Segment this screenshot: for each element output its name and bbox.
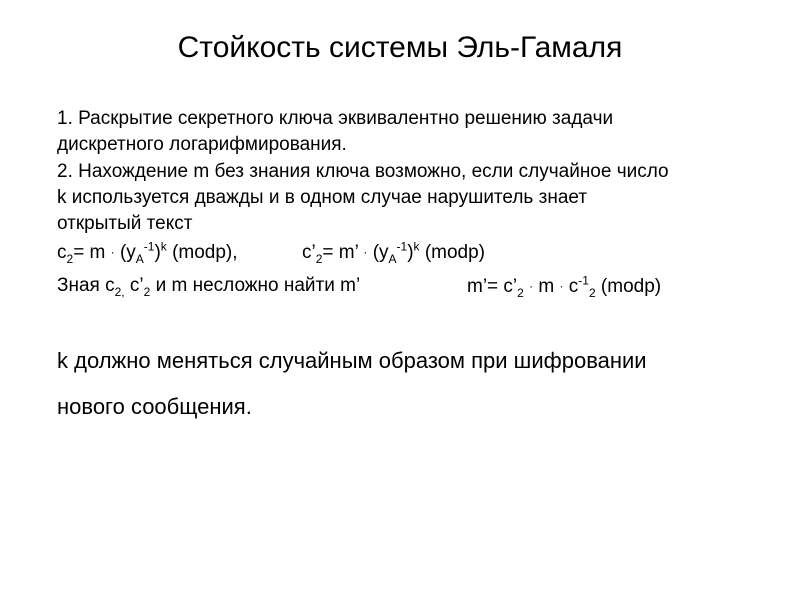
formula-c2-close: ) — [154, 242, 161, 263]
formula-c2-prime-close: ) — [407, 242, 414, 263]
point-1-line-2: дискретного логарифмирования. — [57, 134, 347, 155]
formula-m-prime-subscript-b: 2 — [588, 285, 596, 300]
formula-m-prime-c: c — [563, 276, 579, 297]
formula-c2-prime-exponent-k: k — [413, 239, 420, 254]
formula-knowing-subscript-1: 2, — [114, 284, 125, 299]
formula-c2-prime-symbol: c’ — [302, 242, 316, 263]
formula-knowing-tail: и m несложно найти m’ — [150, 275, 361, 296]
formula-knowing-subscript-2: 2 — [143, 284, 151, 299]
formula-c2-equals-m: = m — [73, 242, 106, 263]
formula-c2-y-open: (y — [119, 242, 136, 263]
formula-m-prime-mod: (modp) — [595, 276, 662, 297]
formula-c2-prime — [302, 239, 485, 266]
slide-title: Стойкость системы Эль-Гамаля — [177, 31, 623, 64]
formula-c2-mod: (modp), — [166, 242, 238, 263]
formula-c2-prime-subscript: 2 — [315, 251, 323, 266]
formula-knowing — [57, 273, 360, 299]
multiply-dot-3: · — [529, 279, 534, 293]
multiply-dot-4: · — [559, 279, 564, 293]
point-1-line-1: 1. Раскрытие секретного ключа эквивалентно решению задачи — [57, 108, 614, 129]
point-2-line-1: 2. Нахождение m без знания ключа возможно, если случайное число — [57, 161, 669, 182]
formula-c2-subscript-a: A — [135, 251, 144, 266]
formula-c2-exponent-minus-one: -1 — [143, 239, 155, 254]
formula-c2-symbol: c — [57, 242, 67, 263]
multiply-dot-2: · — [363, 245, 368, 259]
formula-c2-exponent-k: k — [160, 239, 167, 254]
conclusion-line-2: нового сообщения. — [57, 394, 252, 419]
formula-knowing-lead: Зная c — [57, 275, 115, 296]
formula-c2-prime-subscript-a: A — [388, 251, 397, 266]
formula-c2-prime-mod: (modp) — [419, 242, 486, 263]
formula-c2-prime-equals-m: = m’ — [322, 242, 359, 263]
formula-m-prime — [467, 273, 661, 300]
formula-m-prime-exponent: -1 — [578, 273, 589, 288]
point-2-line-2: k используется дважды и в одном случае нарушитель знает — [57, 187, 588, 208]
formula-c2-prime-y-open: (y — [372, 242, 389, 263]
point-2-line-3: открытый текст — [57, 213, 193, 234]
multiply-dot-1: · — [110, 245, 115, 259]
formula-knowing-c2-prime: c’ — [124, 275, 144, 296]
formula-m-prime-subscript-a: 2 — [517, 285, 524, 300]
formula-m-prime-lead: m’= c’ — [467, 276, 518, 297]
formula-m-prime-m: m — [533, 276, 555, 297]
conclusion-line-1: k должно меняться случайным образом при шифровании — [57, 348, 647, 373]
formula-c2 — [57, 239, 238, 266]
formula-c2-subscript: 2 — [66, 251, 74, 266]
formula-c2-prime-exponent-minus-one: -1 — [396, 239, 408, 254]
